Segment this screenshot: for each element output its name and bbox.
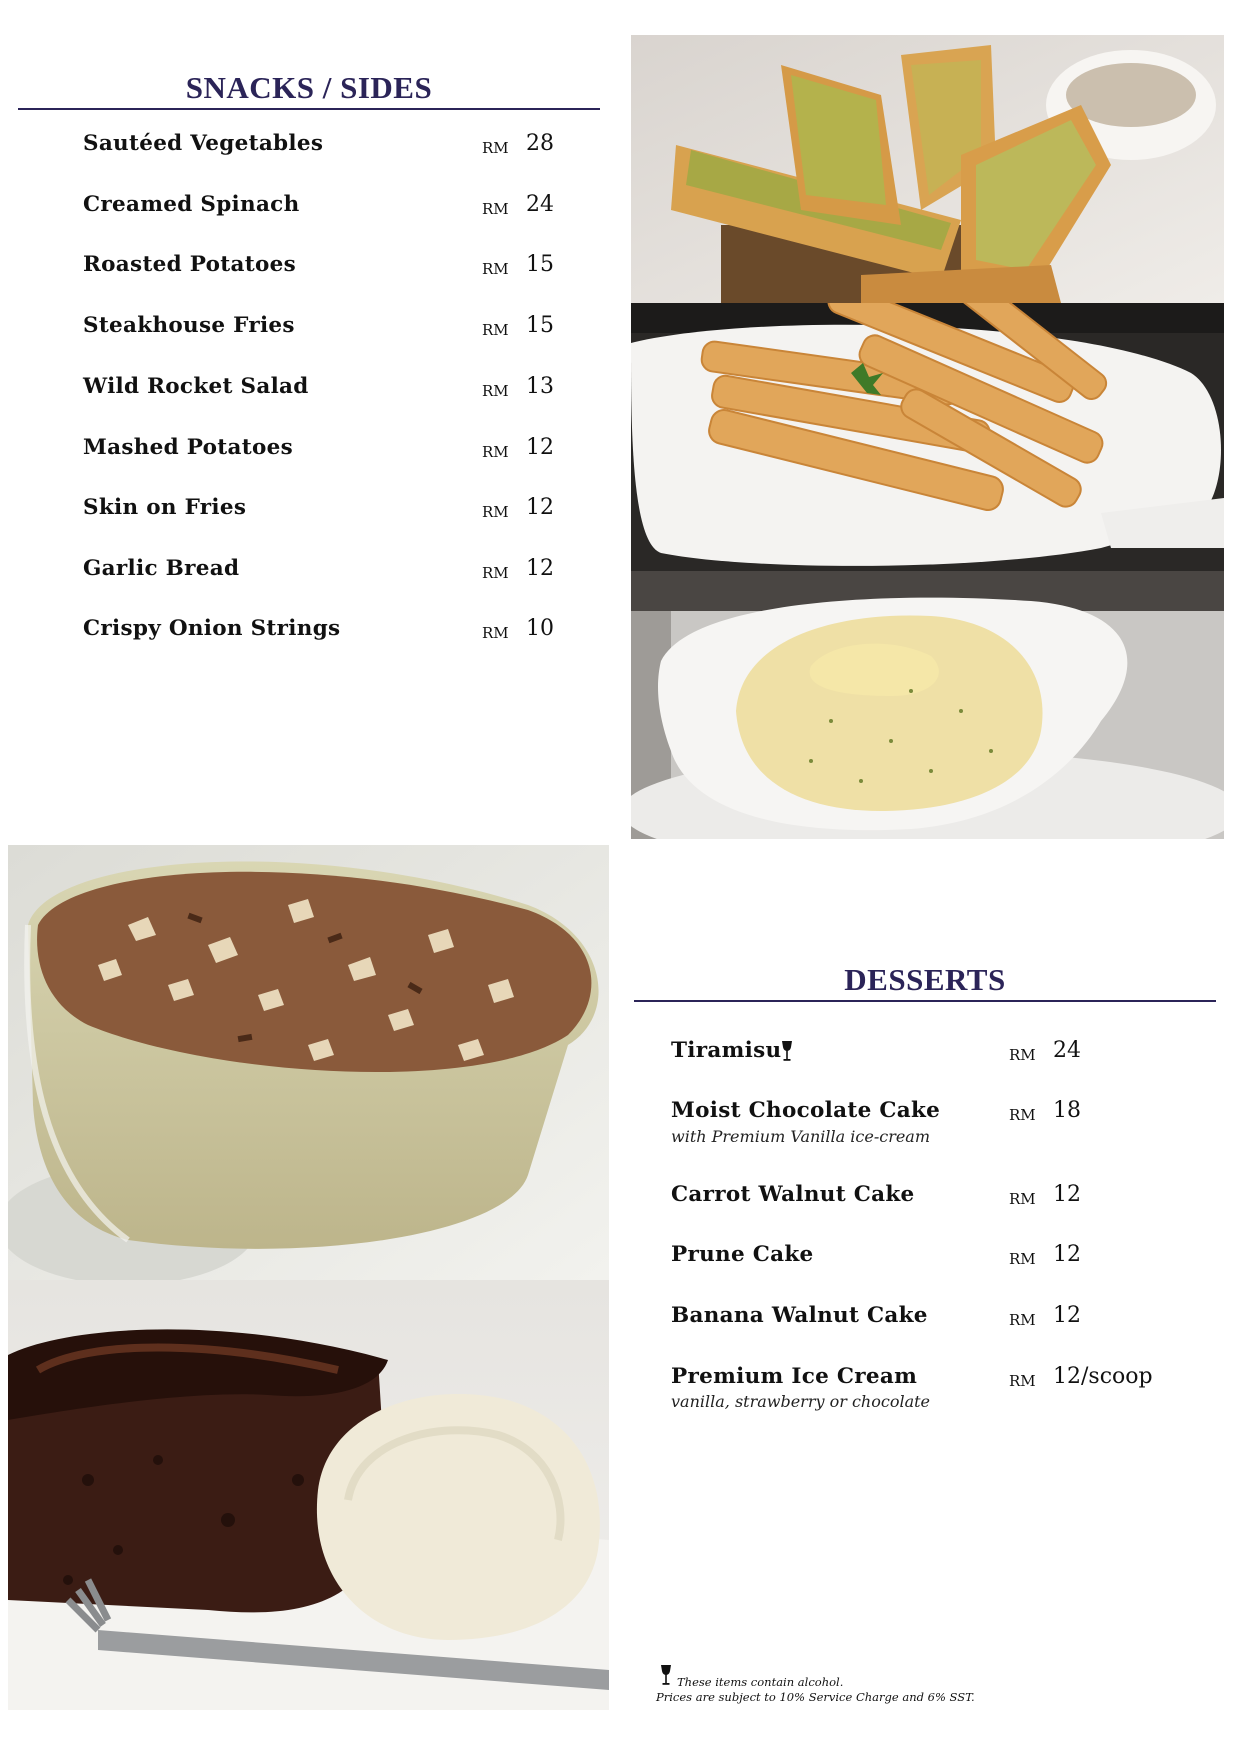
- mashed-potatoes-photo: [631, 571, 1224, 839]
- item-name: Premium Ice Cream: [671, 1364, 918, 1389]
- item-price: 12/scoop: [1053, 1364, 1153, 1389]
- currency-label: RM: [1009, 1372, 1036, 1390]
- item-name: Crispy Onion Strings: [83, 616, 341, 641]
- currency-label: RM: [482, 139, 509, 157]
- charges-note: Prices are subject to 10% Service Charge and 6% SST.: [656, 1690, 975, 1704]
- wine-glass-icon: [660, 1664, 672, 1686]
- currency-label: RM: [482, 382, 509, 400]
- currency-label: RM: [1009, 1311, 1036, 1329]
- currency-label: RM: [1009, 1190, 1036, 1208]
- item-name: Garlic Bread: [83, 556, 240, 581]
- currency-label: RM: [482, 443, 509, 461]
- currency-label: RM: [482, 200, 509, 218]
- currency-label: RM: [482, 564, 509, 582]
- chocolate-cake-photo: [8, 1280, 609, 1710]
- item-name: Banana Walnut Cake: [671, 1303, 928, 1328]
- currency-label: RM: [482, 260, 509, 278]
- item-name: Creamed Spinach: [83, 192, 300, 217]
- item-price: 12: [1053, 1303, 1081, 1328]
- item-name: Tiramisu: [671, 1038, 782, 1063]
- currency-label: RM: [482, 624, 509, 642]
- fries-photo: [631, 303, 1224, 571]
- desserts-title: DESSERTS: [844, 962, 1006, 997]
- item-description: vanilla, strawberry or chocolate: [671, 1392, 931, 1411]
- alcohol-note: These items contain alcohol.: [677, 1675, 844, 1689]
- item-name: Prune Cake: [671, 1242, 814, 1267]
- item-name: Moist Chocolate Cake: [671, 1098, 941, 1123]
- snacks-title-rule: [18, 108, 600, 110]
- item-name: Wild Rocket Salad: [83, 374, 309, 399]
- item-price: 15: [526, 252, 554, 277]
- currency-label: RM: [1009, 1106, 1036, 1124]
- item-price: 12: [526, 495, 554, 520]
- currency-label: RM: [1009, 1046, 1036, 1064]
- wine-glass-icon: [781, 1040, 793, 1062]
- currency-label: RM: [482, 503, 509, 521]
- item-price: 10: [526, 616, 554, 641]
- item-description: with Premium Vanilla ice-cream: [671, 1127, 931, 1146]
- item-price: 12: [526, 556, 554, 581]
- item-price: 12: [526, 435, 554, 460]
- currency-label: RM: [482, 321, 509, 339]
- item-price: 12: [1053, 1182, 1081, 1207]
- snacks-title: SNACKS / SIDES: [185, 70, 433, 105]
- item-name: Skin on Fries: [83, 495, 247, 520]
- garlic-bread-photo: [631, 35, 1224, 303]
- desserts-title-rule: [634, 1000, 1216, 1002]
- item-price: 24: [526, 192, 554, 217]
- item-price: 28: [526, 131, 554, 156]
- item-name: Roasted Potatoes: [83, 252, 297, 277]
- item-name: Sautéed Vegetables: [83, 131, 324, 156]
- item-price: 18: [1053, 1098, 1081, 1123]
- item-name: Steakhouse Fries: [83, 313, 295, 338]
- currency-label: RM: [1009, 1250, 1036, 1268]
- item-price: 13: [526, 374, 554, 399]
- item-price: 24: [1053, 1038, 1081, 1063]
- item-name: Carrot Walnut Cake: [671, 1182, 915, 1207]
- item-price: 15: [526, 313, 554, 338]
- tiramisu-photo: [8, 845, 609, 1280]
- item-name: Mashed Potatoes: [83, 435, 294, 460]
- item-price: 12: [1053, 1242, 1081, 1267]
